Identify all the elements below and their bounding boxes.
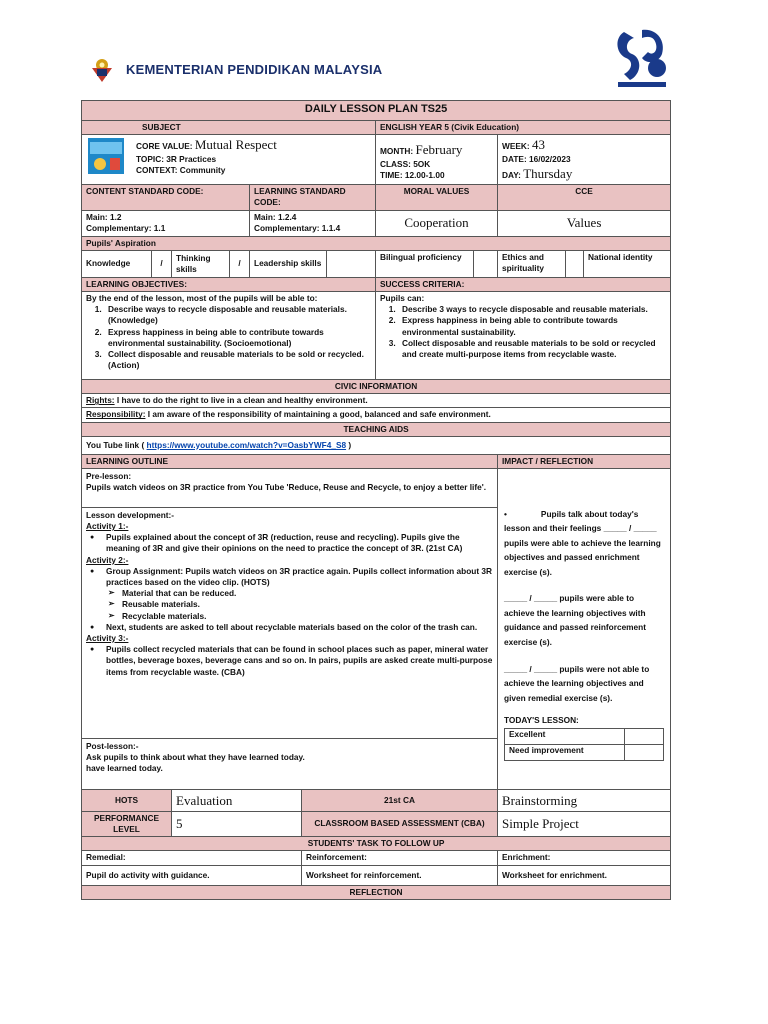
asp-thinking: Thinking skills: [172, 250, 230, 277]
asp-leadership-mark: [327, 250, 376, 277]
cba-label: CLASSROOM BASED ASSESSMENT (CBA): [302, 811, 498, 836]
performance-level-value: 5: [172, 811, 302, 836]
lo-item: 3. Collect disposable and reusable materials to be sold or recycled. (Action): [104, 349, 371, 371]
aspiration-row: [82, 250, 671, 277]
civic-information-label: CIVIC INFORMATION: [82, 379, 671, 393]
asp-bilingual: Bilingual proficiency: [376, 250, 474, 277]
subject-label: SUBJECT: [82, 121, 376, 135]
page-header: [0, 0, 768, 100]
aids-suffix: ): [346, 439, 352, 450]
ts25-logo-icon: [612, 24, 672, 90]
lo-item: 1. Describe ways to recycle disposable and reusable materials. (Knowledge): [104, 304, 371, 326]
content-standard-label: CONTENT STANDARD CODE:: [82, 185, 250, 210]
learning-standard-cell: [250, 210, 376, 236]
sc-item: 3. Collect disposable and reusable materials to be sold or recycled and create multi-purpose items from recyclable waste.: [398, 338, 666, 360]
asp-ethics: Ethics and spirituality: [498, 250, 566, 277]
sc-item: 2. Express happiness in being able to contribute towards environmental sustainability.: [398, 315, 666, 337]
remedial-text: Pupil do activity with guidance.: [82, 865, 302, 885]
lo-intro: By the end of the lesson, most of the pupils will be able to:: [86, 292, 318, 303]
reinforcement-text: Worksheet for reinforcement.: [302, 865, 498, 885]
students-task-label: STUDENTS' TASK TO FOLLOW UP: [82, 837, 671, 851]
rights-text: I have to do the right to live in a clean and healthy environment.: [114, 395, 368, 406]
responsibility-text: I am aware of the responsibility of maintaining a good, balanced and safe environment.: [145, 409, 491, 420]
activity-2-text: ● Group Assignment: Pupils watch videos on 3R practice again. Pupils collect information about 3R practices based on the video clip. (HOTS): [106, 566, 493, 588]
lesson-development-label: Lesson development:-: [86, 509, 175, 520]
impact-text-1: Pupils talk about today's lesson and their feelings _____ / _____ pupils were able to achieve the learning objectives and passed enrichment exercise (s).: [504, 508, 661, 577]
need-improvement-label: Need improvement: [505, 744, 625, 760]
plan-title: DAILY LESSON PLAN TS25: [82, 101, 671, 121]
cce-value: Values: [498, 210, 671, 236]
learning-standard-label: LEARNING STANDARD CODE:: [250, 185, 376, 210]
teaching-aids-label: TEACHING AIDS: [82, 422, 671, 436]
activity-2-subitem: ➢ Material that can be reduced.: [122, 588, 493, 599]
asp-leadership: Leadership skills: [250, 250, 327, 277]
content-complementary: Complementary: 1.1: [86, 222, 166, 233]
activity-2-label: Activity 2:-: [86, 554, 129, 565]
post-lesson-text: Ask pupils to think about what they have learned today.: [86, 752, 305, 763]
subject-value: ENGLISH YEAR 5 (Civik Education): [376, 121, 671, 135]
teaching-aids-row: [82, 436, 671, 454]
reflection-label: REFLECTION: [82, 885, 671, 899]
month-class-cell: [376, 135, 498, 185]
activity-2-next: ● Next, students are asked to tell about recyclable materials based on the color of the trash can.: [106, 622, 493, 633]
ministry-name: KEMENTERIAN PENDIDIKAN MALAYSIA: [126, 62, 383, 77]
impact-text-3: _____ / _____ pupils were not able to achieve the learning objectives and given remedial exercise (s).: [504, 663, 650, 703]
impact-reflection-label: IMPACT / REFLECTION: [498, 454, 671, 468]
success-criteria-label: SUCCESS CRITERIA:: [376, 277, 671, 291]
need-improvement-box[interactable]: [625, 744, 664, 760]
performance-level-label: PERFORMANCE LEVEL: [82, 811, 172, 836]
asp-ethics-mark: [566, 250, 584, 277]
hots-value: Evaluation: [172, 789, 302, 811]
excellent-label: Excellent: [505, 728, 625, 744]
learning-objectives-cell: [82, 291, 376, 379]
topic: TOPIC: 3R Practices: [136, 153, 217, 164]
impact-reflection-cell: • Pupils talk about today's lesson and their feelings _____ / _____ pupils were able to achieve the learning objectives and passed enrichment exercise (s). _____ / _____ pupils were able to achieve the learning objectives with guidance and passed reinforcement exercise (s). _____ / _____ pupils were not able to achieve the learning objectives and given remedial exercise (s). TODAY'S LESSON: Excellent Need improvement: [498, 468, 671, 789]
rights-label: Rights:: [86, 395, 115, 406]
impact-text-2: _____ / _____ pupils were able to achieve the learning objectives with guidance and passed reinforcement exercise (s).: [504, 593, 647, 647]
reinforcement-label: Reinforcement:: [302, 851, 498, 865]
activity-3-text: ● Pupils collect recycled materials that can be found in school places such as paper, mineral water bottles, beverage boxes, beverage cans and so on. In pairs, pupils are asked create multi-purpose items from recyclable waste. (CBA): [106, 644, 493, 678]
remedial-label: Remedial:: [82, 851, 302, 865]
week: 43: [531, 137, 545, 153]
activity-1-text: ● Pupils explained about the concept of 3R (reduction, reuse and recycling). Pupils give the meaning of 3R and give their opinions on the need to practice the concept of 3R. (21st CA): [106, 532, 493, 554]
learning-objectives-label: LEARNING OBJECTIVES:: [82, 277, 376, 291]
activity-2-subitem: ➢ Recyclable materials.: [122, 611, 493, 622]
lo-item: 2. Express happiness in being able to contribute towards environmental sustainability. (Socioemotional): [104, 327, 371, 349]
malaysia-crest-icon: [88, 56, 116, 84]
content-main: Main: 1.2: [86, 211, 122, 222]
core-value-label: CORE VALUE:: [136, 141, 193, 152]
learning-outline-cell: [82, 468, 498, 789]
pre-lesson-label: Pre-lesson:: [86, 470, 132, 481]
todays-lesson-label: TODAY'S LESSON:: [504, 715, 579, 726]
enrichment-text: Worksheet for enrichment.: [498, 865, 671, 885]
month: February: [415, 142, 463, 158]
youtube-link[interactable]: https://www.youtube.com/watch?v=OasbYWF4_S8: [146, 439, 347, 450]
content-standard-cell: [82, 210, 250, 236]
aspiration-label: Pupils' Aspiration: [82, 236, 671, 250]
moral-value: Cooperation: [376, 210, 498, 236]
activity-2-subitem: ➢ Reusable materials.: [122, 599, 493, 610]
learning-main: Main: 1.2.4: [254, 211, 297, 222]
hots-label: HOTS: [82, 789, 172, 811]
class: CLASS: 5OK: [380, 158, 431, 169]
month-label: MONTH:: [380, 146, 414, 157]
asp-bilingual-mark: [474, 250, 498, 277]
excellent-box[interactable]: [625, 728, 664, 744]
21st-ca-label: 21st CA: [302, 789, 498, 811]
aids-prefix: You Tube link (: [86, 439, 147, 450]
asp-knowledge-mark: /: [152, 250, 172, 277]
cce-label: CCE: [498, 185, 671, 210]
asp-knowledge: Knowledge: [82, 250, 152, 277]
textbook-cover-icon: [86, 136, 126, 176]
activity-3-label: Activity 3:-: [86, 632, 129, 643]
post-lesson-label: Post-lesson:-: [86, 740, 139, 751]
day: Thursday: [523, 165, 573, 181]
success-criteria-cell: [376, 291, 671, 379]
21st-ca-value: Brainstorming: [498, 789, 671, 811]
week-date-cell: [498, 135, 671, 185]
day-label: DAY:: [502, 169, 521, 180]
core-value: Mutual Respect: [194, 137, 277, 153]
sc-item: 1. Describe 3 ways to recycle disposable and reusable materials.: [398, 304, 666, 315]
post-lesson-text-2: have learned today.: [86, 763, 163, 774]
responsibility-label: Responsibility:: [86, 409, 146, 420]
rights-row: [82, 394, 671, 408]
lesson-plan-table: [81, 100, 671, 900]
cba-value: Simple Project: [498, 811, 671, 836]
core-value-cell: [82, 135, 376, 185]
asp-thinking-mark: /: [230, 250, 250, 277]
week-label: WEEK:: [502, 141, 530, 152]
learning-outline-label: LEARNING OUTLINE: [82, 454, 498, 468]
time: TIME: 12.00-1.00: [380, 169, 445, 180]
responsibility-row: [82, 408, 671, 422]
asp-national: National identity: [584, 250, 671, 277]
activity-1-label: Activity 1:-: [86, 521, 129, 532]
todays-lesson-table: [504, 728, 664, 761]
pre-lesson-text: Pupils watch videos on 3R practice from You Tube 'Reduce, Reuse and Recycle, to enjoy a better life'.: [86, 482, 486, 493]
context: CONTEXT: Community: [136, 164, 226, 175]
moral-values-label: MORAL VALUES: [376, 185, 498, 210]
enrichment-label: Enrichment:: [498, 851, 671, 865]
sc-intro: Pupils can:: [380, 292, 425, 303]
learning-complementary: Complementary: 1.1.4: [254, 222, 341, 233]
date: DATE: 16/02/2023: [502, 153, 571, 164]
